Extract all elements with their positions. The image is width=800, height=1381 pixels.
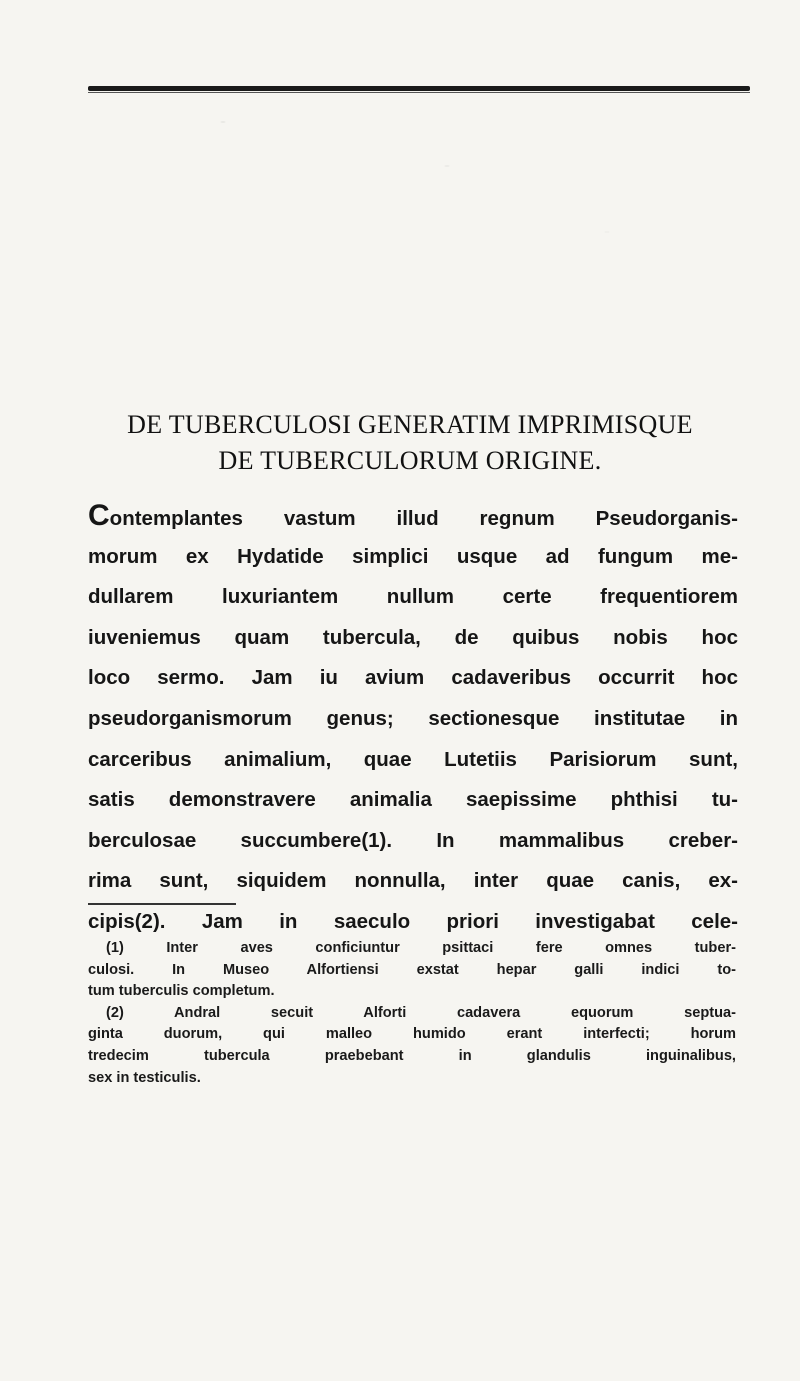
body-paragraph: [88, 496, 738, 943]
body-line: cipis(2). Jam in saeculo priori investigabat cele-: [88, 909, 738, 933]
body-line: dullarem luxuriantem nullum certe frequentiorem: [88, 585, 738, 609]
footnote-line: tum tuberculis completum.: [88, 983, 275, 1000]
body-line: rima sunt, siquidem nonnulla, inter quae canis, ex-: [88, 869, 738, 893]
footnote-line: tredecim tubercula praebebant in glandulis inguinalibus,: [88, 1047, 736, 1064]
footnotes: [88, 938, 736, 1089]
body-line: morum ex Hydatide simplici usque ad fungum me-: [88, 544, 738, 568]
body-line: iuveniemus quam tubercula, de quibus nobis hoc: [88, 625, 738, 649]
body-line: berculosae succumbere(1). In mammalibus creber-: [88, 828, 738, 852]
top-rule-thin: [88, 92, 750, 93]
footnote-line: (1) Inter aves conficiuntur psittaci fere omnes tuber-: [106, 940, 736, 956]
body-line: loco sermo. Jam iu avium cadaveribus occurrit hoc: [88, 666, 738, 690]
footnote-separator: [88, 903, 236, 905]
top-rule: [88, 86, 750, 91]
body-line: Contemplantes vastum illud regnum Pseudorganis-: [88, 499, 738, 532]
footnote-line: ginta duorum, qui malleo humido erant interfecti; horum: [88, 1026, 736, 1043]
body-line: satis demonstravere animalia saepissime phthisi tu-: [88, 788, 738, 812]
body-line: pseudorganismorum genus; sectionesque institutae in: [88, 706, 738, 730]
bleed-through-area: [95, 100, 735, 320]
chapter-title-line-1: DE TUBERCULOSI GENERATIM IMPRIMISQUE: [127, 410, 693, 439]
chapter-title-line-2: DE TUBERCULORUM ORIGINE.: [218, 446, 602, 475]
footnote-line: culosi. In Museo Alfortiensi exstat hepar galli indici to-: [88, 961, 736, 978]
footnote-line: sex in testiculis.: [88, 1069, 201, 1086]
footnote-line: (2) Andral secuit Alforti cadavera equorum septua-: [106, 1004, 736, 1021]
body-line: carceribus animalium, quae Lutetiis Parisiorum sunt,: [88, 747, 738, 771]
